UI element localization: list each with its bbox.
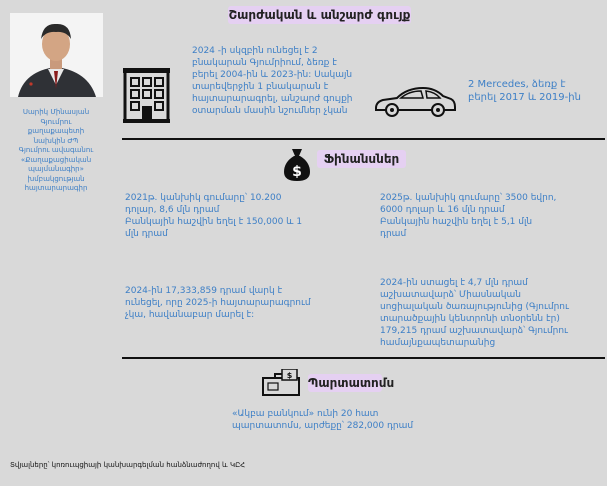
cash-2021-text: 2021թ. կանխիկ գումարը՝ 10.200 դոլար, 8,6 մլն դրամ Բանկային հաշվին եղել է 150,000 և 1 մլն դրամ: [125, 193, 303, 239]
property-title-text: Շարժական և անշարժ գույք: [228, 8, 411, 22]
money-bag-icon: [283, 147, 311, 183]
svg-text:$: $: [292, 164, 302, 180]
finance-cash-2021: [125, 192, 310, 240]
caption-text: Սարիկ Մինասյան Գյումրու քաղաքապետի նախկին ԺՊ Գյումրու ավագանու «Քաղաքացիական պայմանագիր» խմբակցության հայտարարագիր: [18, 108, 94, 192]
finance-salary: [380, 277, 585, 349]
person-caption: [6, 108, 106, 194]
bonds-description: «Ակբա բանկում» ունի 20 հատ պարտատոմս, արժեքը՝ 282,000 դրամ: [232, 409, 414, 431]
portrait-photo: [10, 13, 103, 97]
section-title-finance: [317, 150, 406, 168]
finance-loan: [125, 285, 315, 321]
svg-text:$: $: [286, 371, 293, 380]
section-title-property: [228, 6, 411, 24]
divider-line: [122, 357, 605, 359]
debt-title-text: Պարտատոմս: [308, 376, 395, 390]
cash-2025-text: 2025թ. կանխիկ գումարը՝ 3500 եվրո, 6000 դոլար և 16 մլն դրամ Բանկային հաշվին եղել է 5,1 մլն դրամ: [380, 193, 557, 239]
finance-cash-2025: [380, 192, 560, 240]
briefcase-money-icon: [262, 369, 300, 396]
cars-description: 2 Mercedes, ձեռք է բերել 2017 և 2019-ին: [468, 79, 581, 103]
person-portrait-icon: [10, 13, 103, 97]
finance-title-text: Ֆինանսներ: [323, 152, 400, 166]
property-real-estate-text: [192, 45, 362, 117]
debt-bonds-text: [232, 408, 422, 432]
section-title-debt: [308, 374, 395, 392]
divider-line: [122, 138, 605, 140]
source-footer: [10, 461, 245, 469]
apartment-building-icon: [123, 68, 170, 123]
real-estate-description: 2024 -ի սկզբին ունեցել է 2 բնակարան Գյումրիում, ձեռք է բերել 2004-ին և 2023-ին: Սակայն տարեվերջին 1 բնակարան է հայտարարագրել, անշարժ գույքի օտարման մասին նշումներ չկան: [192, 46, 353, 116]
salary-text: 2024-ին ստացել է 4,7 մլն դրամ աշխատավարձ՝ Միասնական սոցիալական ծառայությունից (Գյումրու տարածքային կենտրոնի տնօրենն էր) 179,215 դրամ աշխատավարձ՝ Գյումրու համայնքապետարանից: [380, 278, 569, 348]
source-text: Տվյալները՝ կոռուպցիայի կանխարգելման հանձնաժողով և ԿԸՀ: [10, 461, 246, 469]
property-cars-text: [468, 78, 596, 104]
car-icon: [373, 82, 457, 120]
loan-text: 2024-ին 17,333,859 դրամ վարկ է ունեցել, որը 2025-ի հայտարարագրում չկա, հավանաբար մարել է:: [125, 286, 311, 320]
